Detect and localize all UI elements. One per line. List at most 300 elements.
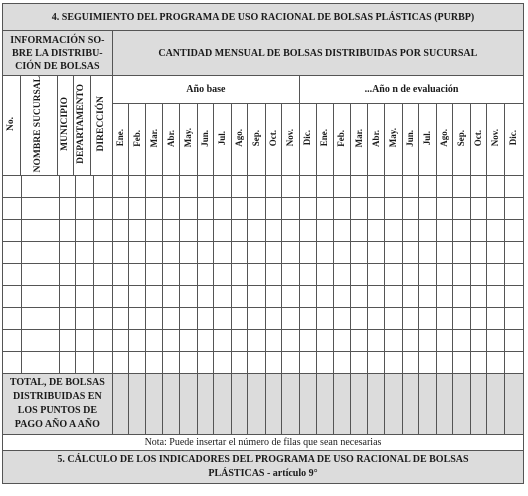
- total-cell[interactable]: [402, 374, 419, 435]
- blank-cell[interactable]: [129, 220, 146, 242]
- total-cell[interactable]: [300, 374, 317, 435]
- blank-cell[interactable]: [248, 286, 266, 308]
- blank-cell[interactable]: [179, 352, 197, 374]
- blank-cell[interactable]: [282, 264, 300, 286]
- blank-cell[interactable]: [145, 198, 163, 220]
- blank-cell[interactable]: [59, 264, 76, 286]
- blank-cell[interactable]: [94, 242, 113, 264]
- blank-cell[interactable]: [334, 242, 351, 264]
- blank-cell[interactable]: [470, 220, 487, 242]
- blank-cell[interactable]: [350, 198, 368, 220]
- blank-cell[interactable]: [470, 198, 487, 220]
- blank-cell[interactable]: [316, 308, 334, 330]
- total-cell[interactable]: [179, 374, 197, 435]
- blank-cell[interactable]: [384, 220, 402, 242]
- blank-cell[interactable]: [368, 264, 385, 286]
- blank-cell[interactable]: [470, 264, 487, 286]
- blank-cell[interactable]: [265, 264, 282, 286]
- blank-cell[interactable]: [402, 198, 419, 220]
- blank-cell[interactable]: [487, 286, 505, 308]
- blank-cell[interactable]: [282, 176, 300, 198]
- blank-cell[interactable]: [350, 330, 368, 352]
- blank-cell[interactable]: [402, 176, 419, 198]
- blank-cell[interactable]: [470, 308, 487, 330]
- blank-cell[interactable]: [3, 330, 22, 352]
- month-header-year-n: [453, 103, 471, 176]
- blank-cell[interactable]: [368, 176, 385, 198]
- total-cell[interactable]: [504, 374, 523, 435]
- total-cell[interactable]: [129, 374, 146, 435]
- blank-cell[interactable]: [94, 286, 113, 308]
- blank-cell[interactable]: [214, 198, 232, 220]
- total-cell[interactable]: [145, 374, 163, 435]
- info-column-header: [73, 76, 90, 175]
- blank-cell[interactable]: [453, 330, 471, 352]
- blank-cell[interactable]: [231, 242, 248, 264]
- blank-cell[interactable]: [282, 308, 300, 330]
- blank-cell[interactable]: [384, 308, 402, 330]
- month-header-year-n: [436, 103, 453, 176]
- blank-cell[interactable]: [145, 286, 163, 308]
- blank-cell[interactable]: [453, 264, 471, 286]
- blank-cell[interactable]: [300, 352, 317, 374]
- month-label: May.: [387, 128, 398, 148]
- blank-cell[interactable]: [248, 330, 266, 352]
- blank-cell[interactable]: [214, 242, 232, 264]
- blank-cell[interactable]: [350, 286, 368, 308]
- blank-cell[interactable]: [419, 308, 437, 330]
- blank-cell[interactable]: [419, 198, 437, 220]
- blank-cell[interactable]: [3, 308, 22, 330]
- blank-cell[interactable]: [402, 308, 419, 330]
- blank-cell[interactable]: [419, 220, 437, 242]
- blank-cell[interactable]: [470, 286, 487, 308]
- blank-cell[interactable]: [3, 352, 22, 374]
- blank-cell[interactable]: [265, 220, 282, 242]
- blank-cell[interactable]: [163, 176, 180, 198]
- blank-cell[interactable]: [3, 176, 22, 198]
- blank-cell[interactable]: [487, 220, 505, 242]
- blank-cell[interactable]: [179, 242, 197, 264]
- blank-cell[interactable]: [76, 308, 94, 330]
- blank-cell[interactable]: [368, 308, 385, 330]
- blank-cell[interactable]: [248, 198, 266, 220]
- total-cell[interactable]: [350, 374, 368, 435]
- blank-cell[interactable]: [487, 308, 505, 330]
- blank-cell[interactable]: [300, 176, 317, 198]
- blank-cell[interactable]: [368, 198, 385, 220]
- blank-cell[interactable]: [214, 330, 232, 352]
- total-cell[interactable]: [436, 374, 453, 435]
- blank-cell[interactable]: [197, 264, 214, 286]
- blank-cell[interactable]: [129, 330, 146, 352]
- blank-cell[interactable]: [112, 330, 129, 352]
- month-label: Mar.: [148, 128, 159, 148]
- blank-cell[interactable]: [316, 286, 334, 308]
- blank-cell[interactable]: [21, 242, 59, 264]
- blank-cell[interactable]: [129, 242, 146, 264]
- blank-cell[interactable]: [316, 352, 334, 374]
- blank-cell[interactable]: [384, 242, 402, 264]
- blank-cell[interactable]: [282, 242, 300, 264]
- total-cell[interactable]: [214, 374, 232, 435]
- blank-cell[interactable]: [145, 176, 163, 198]
- blank-cell[interactable]: [419, 242, 437, 264]
- blank-cell[interactable]: [112, 308, 129, 330]
- blank-cell[interactable]: [470, 242, 487, 264]
- blank-cell[interactable]: [231, 264, 248, 286]
- blank-cell[interactable]: [145, 242, 163, 264]
- blank-cell[interactable]: [487, 352, 505, 374]
- blank-cell[interactable]: [94, 176, 113, 198]
- blank-cell[interactable]: [163, 286, 180, 308]
- blank-cell[interactable]: [470, 176, 487, 198]
- blank-cell[interactable]: [334, 198, 351, 220]
- total-cell[interactable]: [197, 374, 214, 435]
- blank-cell[interactable]: [334, 264, 351, 286]
- blank-cell[interactable]: [231, 308, 248, 330]
- blank-cell[interactable]: [231, 220, 248, 242]
- blank-cell[interactable]: [453, 220, 471, 242]
- blank-cell[interactable]: [419, 264, 437, 286]
- blank-cell[interactable]: [59, 330, 76, 352]
- blank-cell[interactable]: [504, 264, 523, 286]
- blank-cell[interactable]: [504, 308, 523, 330]
- blank-cell[interactable]: [265, 198, 282, 220]
- blank-cell[interactable]: [316, 198, 334, 220]
- blank-cell[interactable]: [248, 352, 266, 374]
- blank-cell[interactable]: [231, 198, 248, 220]
- blank-cell[interactable]: [368, 242, 385, 264]
- total-cell[interactable]: [470, 374, 487, 435]
- blank-cell[interactable]: [231, 176, 248, 198]
- month-header-base: [112, 103, 129, 176]
- blank-cell[interactable]: [197, 220, 214, 242]
- blank-cell[interactable]: [402, 242, 419, 264]
- total-cell[interactable]: [316, 374, 334, 435]
- blank-cell[interactable]: [163, 264, 180, 286]
- blank-cell[interactable]: [179, 330, 197, 352]
- blank-cell[interactable]: [334, 352, 351, 374]
- blank-cell[interactable]: [384, 286, 402, 308]
- month-label: Ene.: [319, 129, 330, 147]
- blank-cell[interactable]: [300, 264, 317, 286]
- total-cell[interactable]: [368, 374, 385, 435]
- blank-cell[interactable]: [419, 352, 437, 374]
- blank-cell[interactable]: [436, 352, 453, 374]
- blank-cell[interactable]: [334, 308, 351, 330]
- blank-cell[interactable]: [197, 308, 214, 330]
- blank-cell[interactable]: [384, 352, 402, 374]
- blank-cell[interactable]: [59, 198, 76, 220]
- blank-cell[interactable]: [419, 330, 437, 352]
- table-row: [3, 330, 524, 352]
- blank-cell[interactable]: [76, 286, 94, 308]
- blank-cell[interactable]: [112, 176, 129, 198]
- blank-cell[interactable]: [214, 176, 232, 198]
- blank-cell[interactable]: [231, 286, 248, 308]
- blank-cell[interactable]: [179, 308, 197, 330]
- blank-cell[interactable]: [179, 264, 197, 286]
- total-cell[interactable]: [112, 374, 129, 435]
- blank-cell[interactable]: [163, 352, 180, 374]
- blank-cell[interactable]: [197, 176, 214, 198]
- blank-cell[interactable]: [76, 330, 94, 352]
- blank-cell[interactable]: [453, 176, 471, 198]
- blank-cell[interactable]: [316, 242, 334, 264]
- blank-cell[interactable]: [214, 220, 232, 242]
- blank-cell[interactable]: [300, 198, 317, 220]
- blank-cell[interactable]: [145, 220, 163, 242]
- blank-cell[interactable]: [265, 308, 282, 330]
- blank-cell[interactable]: [112, 220, 129, 242]
- blank-cell[interactable]: [419, 176, 437, 198]
- blank-cell[interactable]: [504, 220, 523, 242]
- blank-cell[interactable]: [129, 286, 146, 308]
- blank-cell[interactable]: [384, 264, 402, 286]
- blank-cell[interactable]: [334, 286, 351, 308]
- blank-cell[interactable]: [384, 330, 402, 352]
- total-cell[interactable]: [163, 374, 180, 435]
- blank-cell[interactable]: [402, 352, 419, 374]
- blank-cell[interactable]: [334, 176, 351, 198]
- blank-cell[interactable]: [282, 286, 300, 308]
- blank-cell[interactable]: [3, 242, 22, 264]
- blank-cell[interactable]: [504, 286, 523, 308]
- blank-cell[interactable]: [504, 198, 523, 220]
- blank-cell[interactable]: [487, 330, 505, 352]
- total-cell[interactable]: [231, 374, 248, 435]
- blank-cell[interactable]: [453, 308, 471, 330]
- blank-cell[interactable]: [248, 264, 266, 286]
- blank-cell[interactable]: [436, 198, 453, 220]
- month-label: Oct.: [473, 129, 484, 147]
- total-cell[interactable]: [384, 374, 402, 435]
- blank-cell[interactable]: [21, 220, 59, 242]
- blank-cell[interactable]: [112, 286, 129, 308]
- blank-cell[interactable]: [487, 198, 505, 220]
- blank-cell[interactable]: [384, 198, 402, 220]
- blank-cell[interactable]: [282, 352, 300, 374]
- blank-cell[interactable]: [282, 330, 300, 352]
- blank-cell[interactable]: [265, 330, 282, 352]
- blank-cell[interactable]: [3, 220, 22, 242]
- blank-cell[interactable]: [504, 242, 523, 264]
- blank-cell[interactable]: [402, 220, 419, 242]
- blank-cell[interactable]: [197, 198, 214, 220]
- blank-cell[interactable]: [76, 198, 94, 220]
- blank-cell[interactable]: [368, 352, 385, 374]
- blank-cell[interactable]: [129, 198, 146, 220]
- blank-cell[interactable]: [3, 198, 22, 220]
- blank-cell[interactable]: [59, 286, 76, 308]
- blank-cell[interactable]: [368, 220, 385, 242]
- blank-cell[interactable]: [197, 352, 214, 374]
- blank-cell[interactable]: [453, 286, 471, 308]
- blank-cell[interactable]: [179, 198, 197, 220]
- blank-cell[interactable]: [350, 352, 368, 374]
- blank-cell[interactable]: [402, 286, 419, 308]
- blank-cell[interactable]: [3, 264, 22, 286]
- blank-cell[interactable]: [487, 264, 505, 286]
- blank-cell[interactable]: [21, 198, 59, 220]
- month-label: Jun.: [404, 129, 415, 147]
- blank-cell[interactable]: [504, 352, 523, 374]
- blank-cell[interactable]: [112, 352, 129, 374]
- blank-cell[interactable]: [350, 308, 368, 330]
- blank-cell[interactable]: [487, 242, 505, 264]
- blank-cell[interactable]: [350, 176, 368, 198]
- blank-cell[interactable]: [436, 220, 453, 242]
- total-cell[interactable]: [248, 374, 266, 435]
- blank-cell[interactable]: [214, 308, 232, 330]
- blank-cell[interactable]: [214, 264, 232, 286]
- blank-cell[interactable]: [334, 330, 351, 352]
- blank-cell[interactable]: [265, 176, 282, 198]
- blank-cell[interactable]: [197, 286, 214, 308]
- blank-cell[interactable]: [76, 264, 94, 286]
- blank-cell[interactable]: [21, 352, 59, 374]
- blank-cell[interactable]: [21, 308, 59, 330]
- blank-cell[interactable]: [76, 220, 94, 242]
- month-header-base: [231, 103, 248, 176]
- blank-cell[interactable]: [129, 352, 146, 374]
- blank-cell[interactable]: [94, 220, 113, 242]
- total-cell[interactable]: [282, 374, 300, 435]
- blank-cell[interactable]: [94, 330, 113, 352]
- blank-cell[interactable]: [231, 330, 248, 352]
- blank-cell[interactable]: [316, 176, 334, 198]
- blank-cell[interactable]: [316, 220, 334, 242]
- blank-cell[interactable]: [300, 308, 317, 330]
- blank-cell[interactable]: [436, 286, 453, 308]
- blank-cell[interactable]: [163, 308, 180, 330]
- blank-cell[interactable]: [129, 264, 146, 286]
- blank-cell[interactable]: [76, 176, 94, 198]
- blank-cell[interactable]: [316, 264, 334, 286]
- blank-cell[interactable]: [231, 352, 248, 374]
- blank-cell[interactable]: [248, 308, 266, 330]
- blank-cell[interactable]: [59, 220, 76, 242]
- blank-cell[interactable]: [3, 286, 22, 308]
- blank-cell[interactable]: [94, 264, 113, 286]
- blank-cell[interactable]: [145, 308, 163, 330]
- month-label: Nov.: [490, 129, 501, 147]
- total-cell[interactable]: [487, 374, 505, 435]
- blank-cell[interactable]: [197, 330, 214, 352]
- blank-cell[interactable]: [384, 176, 402, 198]
- blank-cell[interactable]: [504, 176, 523, 198]
- blank-cell[interactable]: [334, 220, 351, 242]
- blank-cell[interactable]: [129, 308, 146, 330]
- blank-cell[interactable]: [76, 352, 94, 374]
- blank-cell[interactable]: [282, 198, 300, 220]
- blank-cell[interactable]: [282, 220, 300, 242]
- blank-cell[interactable]: [402, 264, 419, 286]
- blank-cell[interactable]: [248, 242, 266, 264]
- blank-cell[interactable]: [350, 220, 368, 242]
- total-cell[interactable]: [453, 374, 471, 435]
- blank-cell[interactable]: [145, 330, 163, 352]
- blank-cell[interactable]: [419, 286, 437, 308]
- blank-cell[interactable]: [265, 286, 282, 308]
- blank-cell[interactable]: [197, 242, 214, 264]
- blank-cell[interactable]: [436, 242, 453, 264]
- blank-cell[interactable]: [248, 176, 266, 198]
- blank-cell[interactable]: [487, 176, 505, 198]
- blank-cell[interactable]: [59, 308, 76, 330]
- blank-cell[interactable]: [368, 286, 385, 308]
- blank-cell[interactable]: [112, 264, 129, 286]
- blank-cell[interactable]: [436, 176, 453, 198]
- blank-cell[interactable]: [350, 264, 368, 286]
- blank-cell[interactable]: [163, 220, 180, 242]
- blank-cell[interactable]: [163, 330, 180, 352]
- blank-cell[interactable]: [248, 220, 266, 242]
- blank-cell[interactable]: [453, 242, 471, 264]
- blank-cell[interactable]: [470, 330, 487, 352]
- blank-cell[interactable]: [470, 352, 487, 374]
- blank-cell[interactable]: [112, 242, 129, 264]
- blank-cell[interactable]: [94, 198, 113, 220]
- blank-cell[interactable]: [21, 286, 59, 308]
- blank-cell[interactable]: [21, 176, 59, 198]
- total-cell[interactable]: [265, 374, 282, 435]
- blank-cell[interactable]: [163, 242, 180, 264]
- blank-cell[interactable]: [94, 308, 113, 330]
- blank-cell[interactable]: [59, 352, 76, 374]
- blank-cell[interactable]: [402, 330, 419, 352]
- distribution-info-header: INFORMACIÓN SO- BRE LA DISTRIBU- CIÓN DE BOLSAS: [3, 31, 113, 76]
- blank-cell[interactable]: [350, 242, 368, 264]
- blank-cell[interactable]: [94, 352, 113, 374]
- blank-cell[interactable]: [214, 286, 232, 308]
- blank-cell[interactable]: [368, 330, 385, 352]
- blank-cell[interactable]: [300, 242, 317, 264]
- total-cell[interactable]: [334, 374, 351, 435]
- blank-cell[interactable]: [300, 286, 317, 308]
- blank-cell[interactable]: [453, 198, 471, 220]
- blank-cell[interactable]: [436, 308, 453, 330]
- info-columns-group: [3, 76, 113, 176]
- blank-cell[interactable]: [179, 286, 197, 308]
- blank-cell[interactable]: [76, 242, 94, 264]
- blank-cell[interactable]: [316, 330, 334, 352]
- blank-cell[interactable]: [129, 176, 146, 198]
- blank-cell[interactable]: [300, 330, 317, 352]
- blank-cell[interactable]: [214, 352, 232, 374]
- blank-cell[interactable]: [179, 220, 197, 242]
- blank-cell[interactable]: [21, 330, 59, 352]
- blank-cell[interactable]: [436, 330, 453, 352]
- blank-cell[interactable]: [504, 330, 523, 352]
- blank-cell[interactable]: [59, 176, 76, 198]
- blank-cell[interactable]: [265, 242, 282, 264]
- blank-cell[interactable]: [59, 242, 76, 264]
- blank-cell[interactable]: [265, 352, 282, 374]
- blank-cell[interactable]: [436, 264, 453, 286]
- blank-cell[interactable]: [453, 352, 471, 374]
- info-column-label: MUNICIPIO: [59, 97, 70, 152]
- blank-cell[interactable]: [145, 264, 163, 286]
- blank-cell[interactable]: [21, 264, 59, 286]
- total-cell[interactable]: [419, 374, 437, 435]
- blank-cell[interactable]: [179, 176, 197, 198]
- blank-cell[interactable]: [145, 352, 163, 374]
- blank-cell[interactable]: [112, 198, 129, 220]
- blank-cell[interactable]: [300, 220, 317, 242]
- blank-cell[interactable]: [163, 198, 180, 220]
